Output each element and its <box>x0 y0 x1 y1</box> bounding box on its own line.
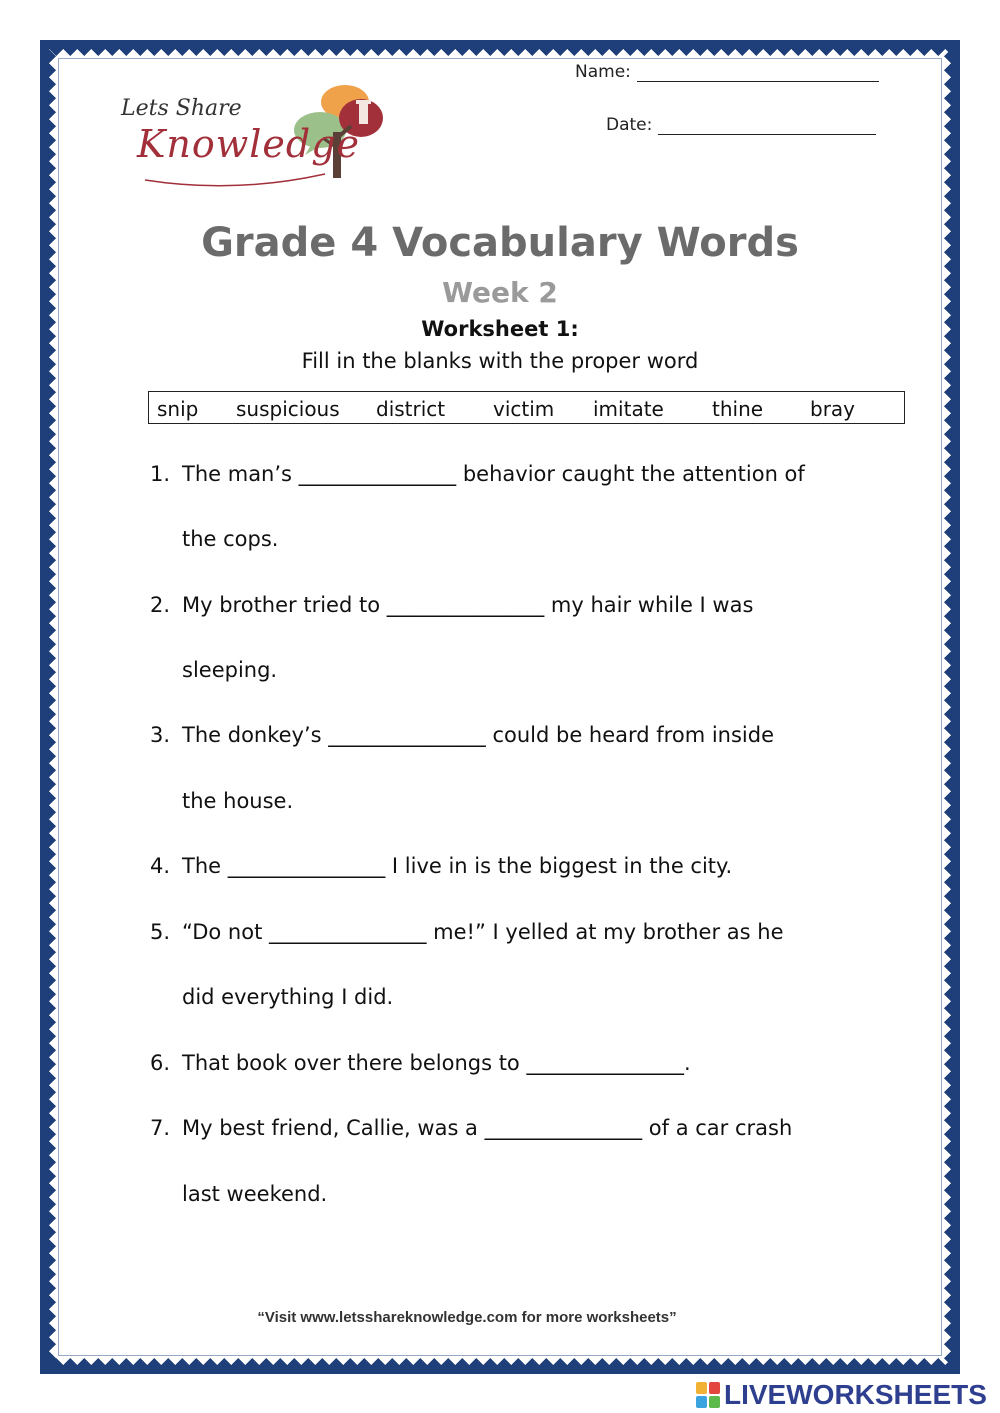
logo-text-line1: Lets Share <box>121 96 242 121</box>
question-number: 4. <box>150 854 171 878</box>
question-number: 6. <box>150 1051 171 1075</box>
question-7 <box>150 1116 792 1140</box>
worksheet-title: Worksheet 1: <box>421 317 579 341</box>
question-1-continued: the cops. <box>182 527 279 551</box>
name-line[interactable] <box>637 63 879 82</box>
word-bank-item: suspicious <box>236 397 340 421</box>
question-3 <box>150 723 774 747</box>
name-field[interactable] <box>575 62 879 82</box>
question-number: 3. <box>150 723 171 747</box>
page-subtitle: Week 2 <box>442 276 558 309</box>
question-text: “Do not _______________ me!” I yelled at my brother as he <box>182 920 784 944</box>
footer-note: “Visit www.letsshareknowledge.com for more worksheets” <box>257 1309 677 1326</box>
question-3-continued: the house. <box>182 789 294 813</box>
question-2 <box>150 593 753 617</box>
question-number: 7. <box>150 1116 171 1140</box>
question-5 <box>150 920 784 944</box>
question-7-continued: last weekend. <box>182 1182 328 1206</box>
question-number: 2. <box>150 593 171 617</box>
question-number: 5. <box>150 920 171 944</box>
liveworksheets-brand[interactable] <box>696 1377 996 1413</box>
question-4 <box>150 854 732 878</box>
word-bank-item: bray <box>810 397 856 421</box>
question-text: The man’s _______________ behavior caught the attention of <box>182 462 805 486</box>
question-2-continued: sleeping. <box>182 658 278 682</box>
date-field[interactable] <box>606 115 876 135</box>
question-text: The donkey’s _______________ could be heard from inside <box>182 723 774 747</box>
instructions: Fill in the blanks with the proper word <box>301 349 699 373</box>
liveworksheets-brand-text: LIVEWORKSHEETS <box>724 1379 987 1410</box>
word-bank-item: district <box>376 397 446 421</box>
word-bank <box>148 391 905 424</box>
name-label: Name: <box>575 62 631 82</box>
border-bottom-pattern <box>42 1358 958 1372</box>
question-1 <box>150 462 805 486</box>
question-number: 1. <box>150 462 171 486</box>
word-bank-item: snip <box>157 397 199 421</box>
word-bank-item: imitate <box>593 397 664 421</box>
liveworksheets-logo-icon <box>696 1382 720 1408</box>
word-bank-item: victim <box>493 397 555 421</box>
logo-text-line2: Knowledge <box>137 122 361 166</box>
logo <box>115 82 395 194</box>
question-text: The _______________ I live in is the biggest in the city. <box>182 854 733 878</box>
page-title: Grade 4 Vocabulary Words <box>201 220 799 266</box>
question-text: That book over there belongs to _______________. <box>182 1051 691 1075</box>
question-text: My best friend, Callie, was a _______________ of a car crash <box>182 1116 793 1140</box>
word-bank-item: thine <box>712 397 764 421</box>
question-6 <box>150 1051 691 1075</box>
question-text: My brother tried to _______________ my hair while I was <box>182 593 754 617</box>
date-line[interactable] <box>658 116 876 135</box>
question-5-continued: did everything I did. <box>182 985 394 1009</box>
date-label: Date: <box>606 115 653 135</box>
border-top-pattern <box>42 42 958 56</box>
